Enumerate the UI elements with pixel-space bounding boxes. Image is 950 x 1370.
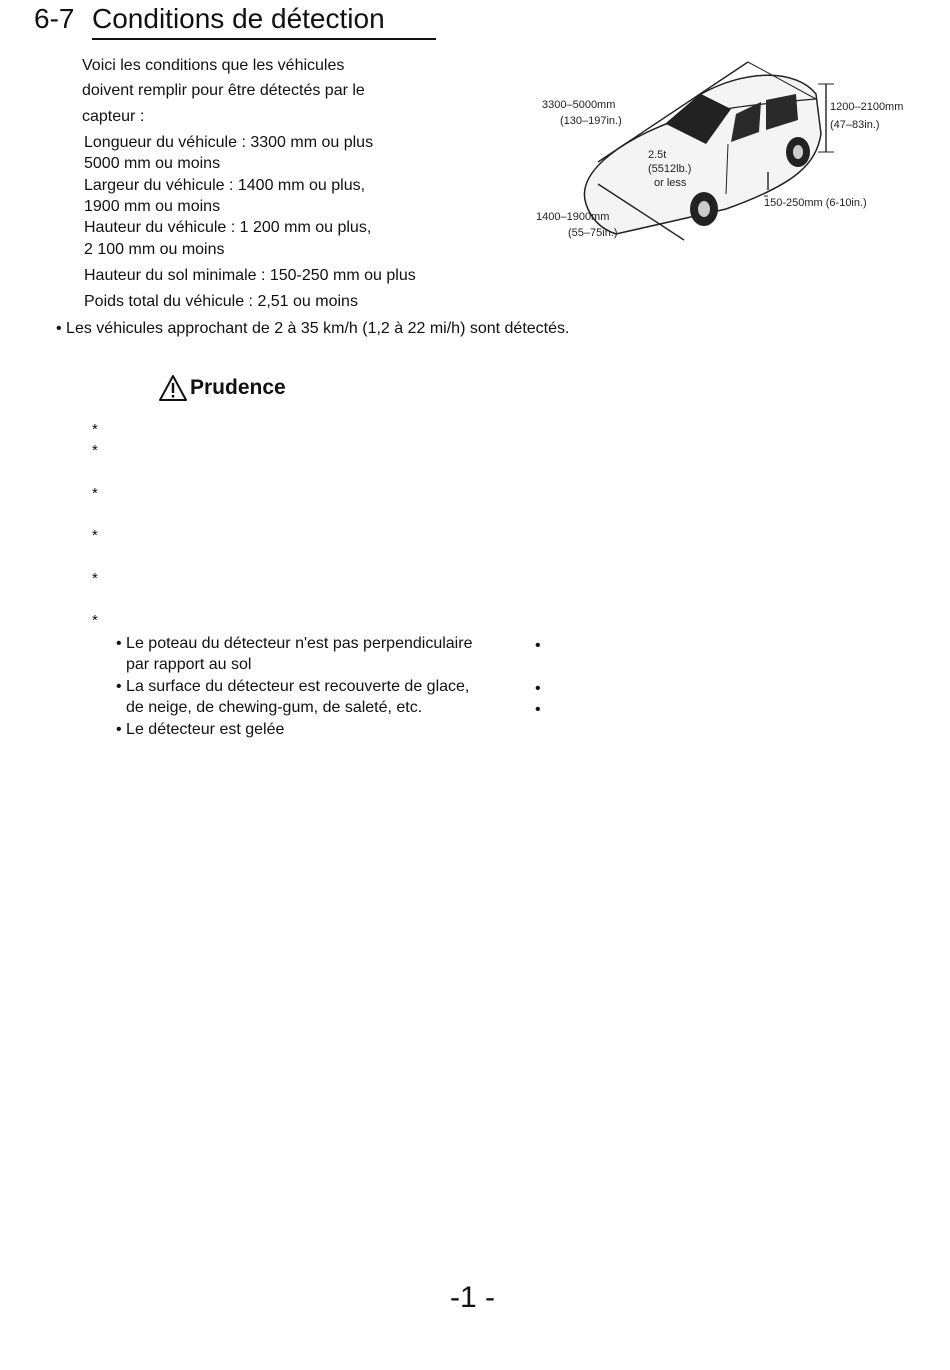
- length-mm-label: 3300–5000mm: [542, 99, 616, 111]
- width-mm-label: 1400–1900mm: [536, 211, 610, 223]
- intro-line: doivent remplir pour être détectés par le: [82, 82, 365, 99]
- caution-star: *: [92, 570, 98, 587]
- condition-length-max: 5000 mm ou moins: [84, 155, 221, 172]
- condition-width-max: 1900 mm ou moins: [84, 198, 221, 215]
- right-bullet: •: [535, 680, 541, 697]
- caution-star: *: [92, 527, 98, 544]
- condition-total-weight: Poids total du véhicule : 2,51 ou moins: [84, 293, 358, 310]
- warning-triangle-icon: [158, 374, 188, 402]
- speed-note: • Les véhicules approchant de 2 à 35 km/h (1,2 à 22 mi/h) sont détectés.: [56, 320, 570, 337]
- sensor-issue-item: • Le détecteur est gelée: [116, 721, 285, 738]
- caution-star: *: [92, 485, 98, 502]
- width-in-label: (55–75in.): [568, 227, 618, 239]
- condition-height-max: 2 100 mm ou moins: [84, 241, 225, 258]
- title-underline: [92, 38, 436, 40]
- section-number: 6-7: [34, 3, 75, 34]
- sensor-issue-item: de neige, de chewing-gum, de saleté, etc.: [126, 699, 423, 716]
- height-in-label: (47–83in.): [830, 119, 880, 131]
- length-in-label: (130–197in.): [560, 115, 622, 127]
- condition-width: Largeur du véhicule : 1400 mm ou plus,: [84, 177, 366, 194]
- page-number: -1 -: [450, 1281, 495, 1314]
- height-mm-label: 1200–2100mm: [830, 101, 904, 113]
- caution-label: Prudence: [190, 376, 286, 399]
- weight-t-label: 2.5t: [648, 149, 667, 161]
- caution-star: *: [92, 442, 98, 459]
- condition-ground-clearance: Hauteur du sol minimale : 150-250 mm ou plus: [84, 267, 416, 284]
- sensor-issue-item: par rapport au sol: [126, 656, 252, 673]
- caution-star: *: [92, 421, 98, 438]
- vehicle-dimensions-diagram: [516, 44, 936, 248]
- weight-note-label: or less: [654, 177, 687, 189]
- sensor-issue-item: • Le poteau du détecteur n'est pas perpendiculaire: [116, 635, 473, 652]
- intro-line: Voici les conditions que les véhicules: [82, 57, 345, 74]
- intro-line: capteur :: [82, 108, 145, 125]
- right-bullet: •: [535, 637, 541, 654]
- caution-heading: [158, 374, 286, 402]
- section-title: Conditions de détection: [92, 3, 385, 34]
- right-bullet: •: [535, 701, 541, 718]
- caution-star: *: [92, 612, 98, 629]
- sensor-issue-item: • La surface du détecteur est recouverte de glace,: [116, 678, 470, 695]
- condition-length: Longueur du véhicule : 3300 mm ou plus: [84, 134, 374, 151]
- condition-height: Hauteur du véhicule : 1 200 mm ou plus,: [84, 219, 372, 236]
- clearance-label: 150-250mm (6-10in.): [764, 197, 867, 209]
- weight-lb-label: (5512lb.): [648, 163, 692, 175]
